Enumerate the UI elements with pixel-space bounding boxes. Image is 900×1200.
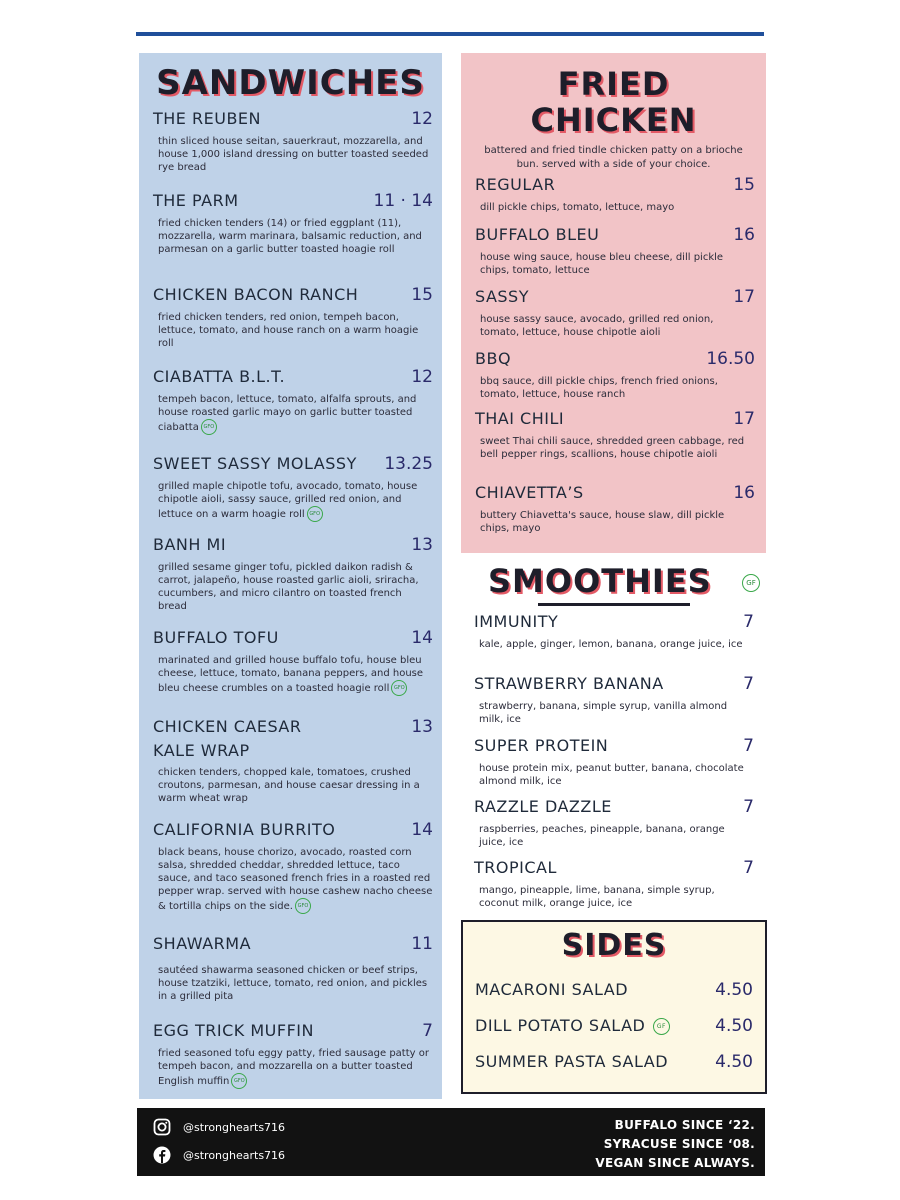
- item-description: buttery Chiavetta's sauce, house slaw, dill pickle chips, mayo: [480, 510, 725, 534]
- item-description: [153, 654, 433, 696]
- tagline-syracuse: SYRACUSE SINCE ‘08.: [603, 1137, 755, 1151]
- item-price: 16: [733, 225, 755, 245]
- sides-title: SIDES: [561, 928, 667, 963]
- item-name: CHICKEN CAESAR: [153, 717, 302, 736]
- item-description: fried chicken tenders, red onion, tempeh bacon, lettuce, tomato, and house ranch on a warm hoagie roll: [158, 312, 419, 349]
- item-description-text: marinated and grilled house buffalo tofu, house bleu cheese, lettuce, tomato, banana peppers, and house bleu cheese crumbles on a toasted hoagie roll: [158, 655, 424, 694]
- item-name: RAZZLE DAZZLE: [474, 797, 612, 816]
- side-price: 4.50: [715, 980, 753, 1000]
- item-description: [153, 1047, 433, 1089]
- item-name-line2: KALE WRAP: [153, 741, 250, 760]
- menu-item: [153, 285, 433, 350]
- top-rule: [136, 32, 764, 36]
- item-name: SWEET SASSY MOLASSY: [153, 454, 357, 473]
- fried-chicken-title: [461, 66, 766, 138]
- menu-item: [153, 109, 433, 174]
- item-price: 7: [743, 674, 754, 694]
- menu-item: [474, 797, 754, 849]
- gfo-icon: GFO: [295, 898, 311, 914]
- gfo-icon: GFO: [201, 419, 217, 435]
- menu-item: [153, 191, 433, 256]
- item-description: sautéed shawarma seasoned chicken or beef strips, house tzatziki, lettuce, tomato, red onion, and pickles in a grilled pita: [158, 965, 428, 1002]
- menu-item: [153, 717, 433, 805]
- item-price: 7: [743, 736, 754, 756]
- item-price: 7: [743, 612, 754, 632]
- item-description: [153, 393, 433, 435]
- menu-item: [475, 175, 755, 214]
- menu-item: [474, 858, 754, 910]
- item-name: TROPICAL: [474, 858, 557, 877]
- item-name: SASSY: [475, 287, 529, 306]
- item-price: 16: [733, 483, 755, 503]
- side-price: 4.50: [715, 1016, 753, 1036]
- side-item: [475, 1016, 753, 1036]
- facebook-icon: [153, 1146, 171, 1164]
- item-name: CHIAVETTA’S: [475, 483, 584, 502]
- gfo-icon: GFO: [391, 680, 407, 696]
- item-name: BUFFALO TOFU: [153, 628, 279, 647]
- item-description: kale, apple, ginger, lemon, banana, orange juice, ice: [479, 639, 743, 650]
- item-name: THE REUBEN: [153, 109, 261, 128]
- item-name: BBQ: [475, 349, 512, 368]
- instagram-icon: [153, 1118, 171, 1136]
- item-price: 14: [411, 820, 433, 840]
- item-description-text: black beans, house chorizo, avocado, roasted corn salsa, shredded cheddar, shredded lettuce, taco sauce, and taco seasoned french fries in a roasted red pepper wrap. served with house cashew nacho cheese & tortilla chips on the side.: [158, 847, 433, 912]
- fried-chicken-section: [461, 53, 766, 553]
- menu-item: [475, 225, 755, 277]
- smoothies-underline: [538, 603, 690, 606]
- menu-item: [153, 934, 433, 1003]
- item-name: REGULAR: [475, 175, 556, 194]
- sandwiches-section: [139, 53, 442, 1099]
- item-price: 12: [411, 367, 433, 387]
- item-name: BUFFALO BLEU: [475, 225, 600, 244]
- side-name: [475, 1016, 670, 1035]
- item-description: dill pickle chips, tomato, lettuce, mayo: [480, 202, 675, 213]
- menu-item: [475, 287, 755, 339]
- item-description: chicken tenders, chopped kale, tomatoes, crushed croutons, parmesan, and house caesar dressing in a warm wheat wrap: [158, 767, 420, 804]
- menu-item: [153, 454, 433, 522]
- item-description-text: grilled maple chipotle tofu, avocado, tomato, house chipotle aioli, sassy sauce, grilled red onion, and lettuce on a warm hoagie roll: [158, 481, 418, 520]
- item-name: EGG TRICK MUFFIN: [153, 1021, 314, 1040]
- item-price: 11 · 14: [373, 191, 433, 211]
- item-name: THE PARM: [153, 191, 239, 210]
- item-price: 13.25: [384, 454, 433, 474]
- side-item: [475, 1052, 753, 1072]
- item-price: 14: [411, 628, 433, 648]
- gf-icon: GF: [653, 1018, 670, 1035]
- side-item: [475, 980, 753, 1000]
- menu-item: [153, 820, 433, 914]
- item-description: grilled sesame ginger tofu, pickled daikon radish & carrot, jalapeño, house roasted garlic aioli, sriracha, cucumbers, and micro cilantro on toasted french bread: [158, 562, 419, 612]
- gfo-icon: GFO: [307, 506, 323, 522]
- item-name: BANH MI: [153, 535, 227, 554]
- menu-item: [474, 612, 754, 651]
- item-price: 15: [411, 285, 433, 305]
- facebook-link[interactable]: [153, 1146, 285, 1164]
- footer-tagline: [595, 1116, 755, 1173]
- item-price: 13: [411, 535, 433, 555]
- sides-section: [461, 920, 767, 1094]
- tagline-vegan: VEGAN SINCE ALWAYS.: [595, 1156, 755, 1170]
- fried-chicken-intro: battered and fried tindle chicken patty on a brioche bun. served with a side of your choice.: [484, 145, 743, 170]
- gfo-icon: GFO: [231, 1073, 247, 1089]
- item-price: 7: [743, 797, 754, 817]
- item-price: 17: [733, 409, 755, 429]
- item-description: house wing sauce, house bleu cheese, dill pickle chips, tomato, lettuce: [480, 252, 724, 276]
- item-description: bbq sauce, dill pickle chips, french fried onions, tomato, lettuce, house ranch: [480, 376, 718, 400]
- instagram-link[interactable]: [153, 1118, 285, 1136]
- item-name: THAI CHILI: [475, 409, 565, 428]
- fried-chicken-title-line2: CHICKEN: [530, 101, 697, 139]
- menu-item: [153, 1021, 433, 1089]
- item-description-text: fried seasoned tofu eggy patty, fried sausage patty or tempeh bacon, and mozzarella on a butter toasted English muffin: [158, 1048, 429, 1087]
- item-price: 17: [733, 287, 755, 307]
- menu-item: [153, 535, 433, 613]
- item-name: CALIFORNIA BURRITO: [153, 820, 336, 839]
- side-name: MACARONI SALAD: [475, 980, 629, 999]
- menu-item: [474, 674, 754, 726]
- item-price: 7: [743, 858, 754, 878]
- menu-item: [475, 349, 755, 401]
- instagram-handle: @stronghearts716: [183, 1120, 286, 1134]
- item-price: 15: [733, 175, 755, 195]
- item-description: [153, 846, 433, 914]
- item-description: house sassy sauce, avocado, grilled red onion, tomato, lettuce, house chipotle aioli: [480, 314, 714, 338]
- item-price: 7: [422, 1021, 433, 1041]
- item-description: strawberry, banana, simple syrup, vanilla almond milk, ice: [479, 701, 728, 725]
- item-description: sweet Thai chili sauce, shredded green cabbage, red bell pepper rings, scallions, house chipotle aioli: [480, 436, 745, 460]
- footer: [137, 1108, 765, 1176]
- menu-item: [153, 367, 433, 435]
- side-price: 4.50: [715, 1052, 753, 1072]
- item-price: 12: [411, 109, 433, 129]
- tagline-buffalo: BUFFALO SINCE ‘22.: [614, 1118, 755, 1132]
- facebook-handle: @stronghearts716: [183, 1148, 286, 1162]
- sandwiches-title: SANDWICHES: [156, 63, 425, 103]
- item-name: SUPER PROTEIN: [474, 736, 609, 755]
- item-description: thin sliced house seitan, sauerkraut, mozzarella, and house 1,000 island dressing on butter toasted seeded rye bread: [158, 136, 429, 173]
- item-description: [153, 480, 433, 522]
- item-name: CHICKEN BACON RANCH: [153, 285, 359, 304]
- fried-chicken-title-line1: FRIED: [557, 65, 670, 103]
- item-price: 16.50: [706, 349, 755, 369]
- side-name: SUMMER PASTA SALAD: [475, 1052, 669, 1071]
- item-name: STRAWBERRY BANANA: [474, 674, 664, 693]
- smoothies-title: SMOOTHIES: [488, 562, 712, 600]
- menu-item: [474, 736, 754, 788]
- item-description: house protein mix, peanut butter, banana, chocolate almond milk, ice: [479, 763, 744, 787]
- item-description: fried chicken tenders (14) or fried eggplant (11), mozzarella, warm marinara, balsamic reduction, and parmesan on a garlic butter toasted hoagie roll: [158, 218, 422, 255]
- item-description: raspberries, peaches, pineapple, banana, orange juice, ice: [479, 824, 725, 848]
- side-name-text: DILL POTATO SALAD: [475, 1016, 646, 1035]
- item-description-text: tempeh bacon, lettuce, tomato, alfalfa sprouts, and house roasted garlic mayo on garlic butter toasted ciabatta: [158, 394, 417, 433]
- menu-item: [475, 483, 755, 535]
- gf-icon: GF: [742, 574, 760, 592]
- menu-item: [153, 628, 433, 696]
- item-name: CIABATTA B.L.T.: [153, 367, 286, 386]
- item-price: 13: [411, 717, 433, 737]
- item-price: 11: [411, 934, 433, 954]
- menu-item: [475, 409, 755, 461]
- item-name: SHAWARMA: [153, 934, 252, 953]
- item-description: mango, pineapple, lime, banana, simple syrup, coconut milk, orange juice, ice: [479, 885, 715, 909]
- item-name: IMMUNITY: [474, 612, 559, 631]
